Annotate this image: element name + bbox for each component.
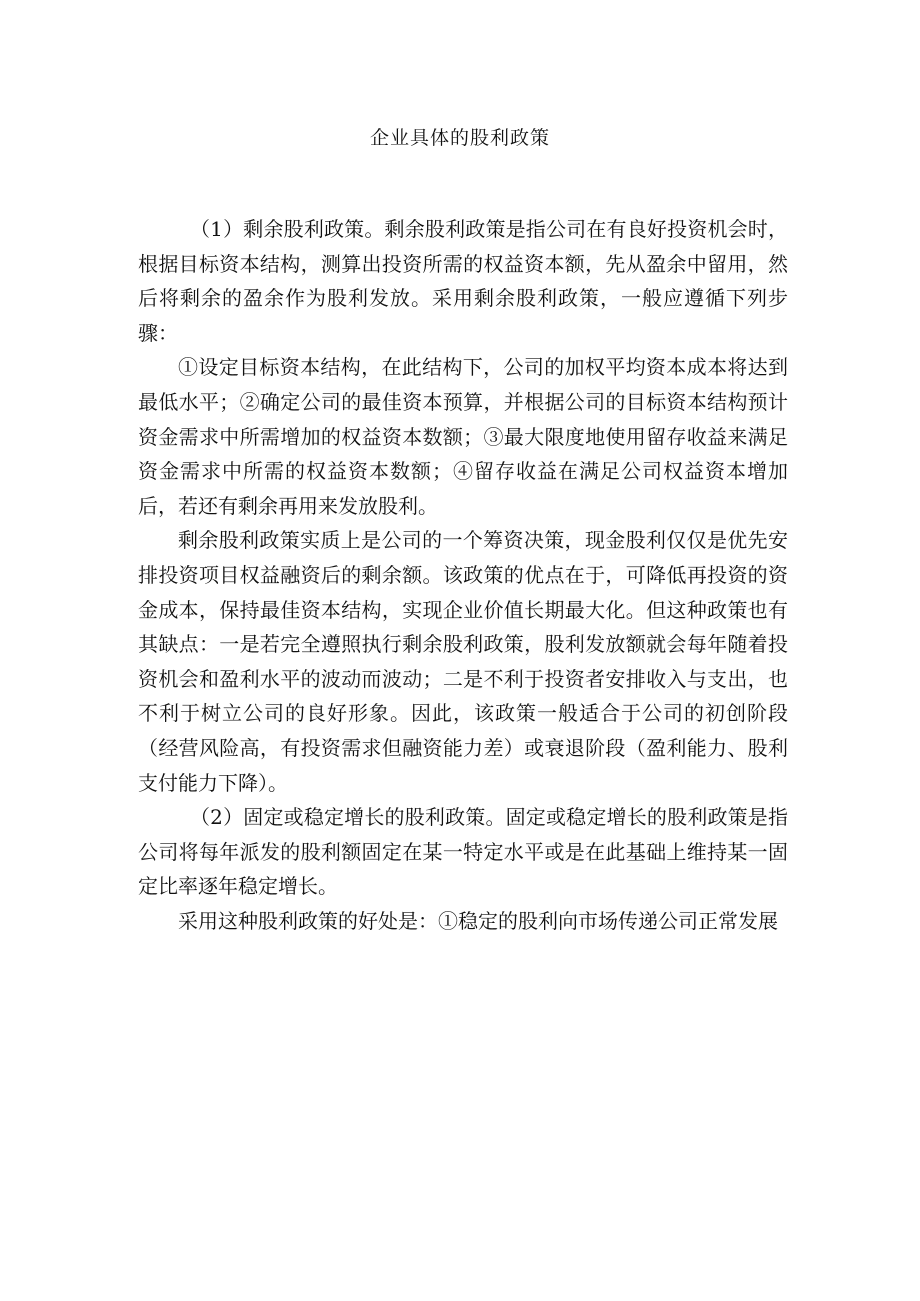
paragraph-residual-dividend-policy: （1）剩余股利政策。剩余股利政策是指公司在有良好投资机会时，根据目标资本结构，测算出投资所需的权益资本额，先从盈余中留用，然后将剩余的盈余作为股利发放。采用剩余股利政策，一般应遵循下列步骤： bbox=[138, 217, 788, 345]
paragraph-residual-policy-evaluation: 剩余股利政策实质上是公司的一个筹资决策，现金股利仅仅是优先安排投资项目权益融资后的剩余额。该政策的优点在于，可降低再投资的资金成本，保持最佳资本结构，实现企业价值长期最大化。但这种政策也有其缺点：一是若完全遵照执行剩余股利政策，股利发放额就会每年随着投资机会和盈利水平的波动而波动；二是不利于投资者安排收入与支出，也不利于树立公司的良好形象。因此，该政策一般适合于公司的初创阶段（经营风险高，有投资需求但融资能力差）或衰退阶段（盈利能力、股利支付能力下降）。 bbox=[138, 528, 788, 795]
document-body bbox=[138, 212, 788, 938]
paragraph-stable-dividend-policy: （2）固定或稳定增长的股利政策。固定或稳定增长的股利政策是指公司将每年派发的股利额固定在某一特定水平或是在此基础上维持某一固定比率逐年稳定增长。 bbox=[138, 805, 788, 899]
paragraph-residual-policy-steps: ①设定目标资本结构，在此结构下，公司的加权平均资本成本将达到最低水平；②确定公司的最佳资本预算，并根据公司的目标资本结构预计资金需求中所需增加的权益资本数额；③最大限度地使用留存收益来满足资金需求中所需的权益资本数额；④留存收益在满足公司权益资本增加后，若还有剩余再用来发放股利。 bbox=[138, 355, 788, 518]
document-title: 企业具体的股利政策 bbox=[369, 127, 550, 149]
paragraph-stable-policy-benefits: 采用这种股利政策的好处是：①稳定的股利向市场传递公司正常发展 bbox=[178, 908, 778, 933]
